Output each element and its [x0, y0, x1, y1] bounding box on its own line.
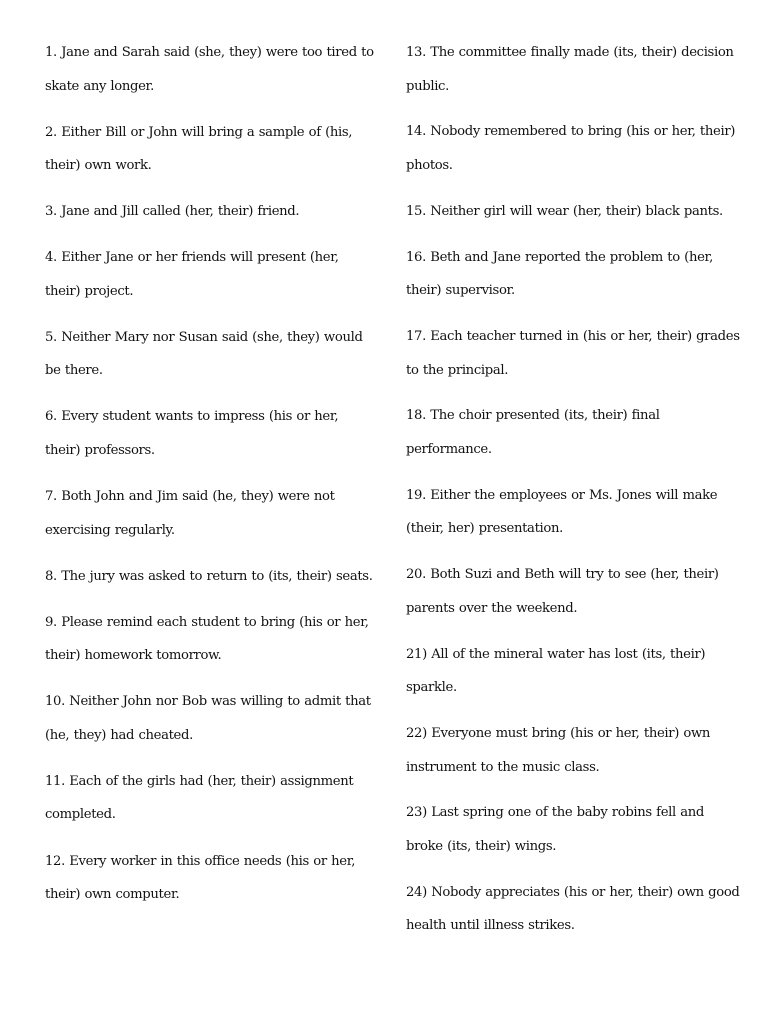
left-column: [45, 36, 375, 924]
sentence-item: 6. Every student wants to impress (his or her, their) professors.: [45, 409, 339, 458]
sentence-item: 24) Nobody appreciates (his or her, their) own good health until illness strikes.: [406, 884, 740, 934]
sentence-item: 3. Jane and Jill called (her, their) friend.: [45, 204, 300, 220]
sentence-item: 17. Each teacher turned in (his or her, their) grades to the principal.: [406, 329, 740, 378]
sentence-item: 16. Beth and Jane reported the problem to (her, their) supervisor.: [406, 249, 713, 299]
sentence-item: 14. Nobody remembered to bring (his or her, their) photos.: [406, 124, 736, 173]
sentence-item: 11. Each of the girls had (her, their) assignment completed.: [45, 773, 354, 823]
sentence-item: 23) Last spring one of the baby robins fell and broke (its, their) wings.: [406, 805, 704, 854]
sentence-item: 21) All of the mineral water has lost (its, their) sparkle.: [406, 646, 706, 696]
sentence-item: 22) Everyone must bring (his or her, their) own instrument to the music class.: [406, 726, 711, 775]
sentence-item: 5. Neither Mary nor Susan said (she, they) would be there.: [45, 329, 363, 379]
sentence-item: 2. Either Bill or John will bring a sample of (his, their) own work.: [45, 124, 353, 174]
sentence-item: 12. Every worker in this office needs (his or her, their) own computer.: [45, 853, 356, 903]
sentence-item: 19. Either the employees or Ms. Jones will make (their, her) presentation.: [406, 487, 718, 537]
sentence-item: 9. Please remind each student to bring (his or her, their) homework tomorrow.: [45, 614, 369, 664]
right-column: [406, 36, 741, 955]
sentence-item: 7. Both John and Jim said (he, they) were not exercising regularly.: [45, 489, 335, 538]
sentence-item: 10. Neither John nor Bob was willing to admit that (he, they) had cheated.: [45, 694, 371, 743]
sentence-item: 15. Neither girl will wear (her, their) black pants.: [406, 203, 723, 219]
sentence-item: 20. Both Suzi and Beth will try to see (her, their) parents over the weekend.: [406, 567, 719, 616]
sentence-item: 8. The jury was asked to return to (its, their) seats.: [45, 568, 373, 584]
sentence-item: 1. Jane and Sarah said (she, they) were too tired to skate any longer.: [45, 45, 374, 94]
sentence-item: 13. The committee finally made (its, their) decision public.: [406, 45, 734, 94]
sentence-item: 18. The choir presented (its, their) final performance.: [406, 408, 660, 457]
sentence-item: 4. Either Jane or her friends will present (her, their) project.: [45, 250, 339, 299]
